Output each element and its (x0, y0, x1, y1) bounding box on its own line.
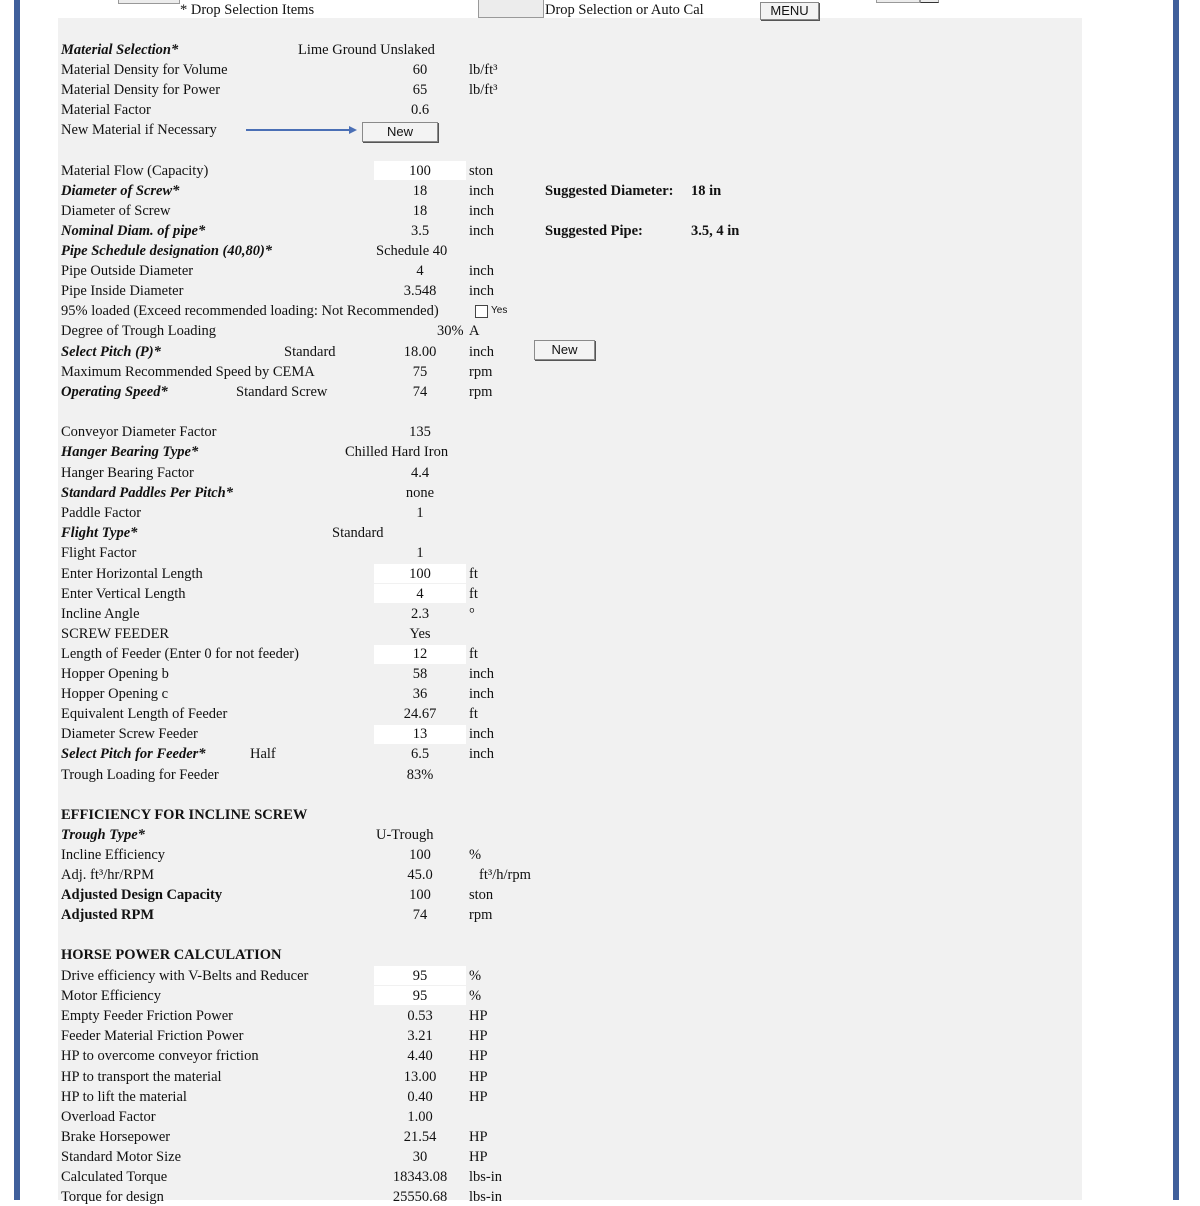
pitch-label: Select Pitch (P)* (61, 344, 161, 360)
incline-eff-value: 100 (409, 847, 431, 863)
pitch-value: 18.00 (403, 344, 437, 360)
torque-value: 18343.08 (392, 1169, 448, 1185)
drive-eff-unit: % (469, 968, 482, 984)
lift-label: HP to lift the material (61, 1089, 187, 1105)
torque-design-value: 25550.68 (392, 1189, 448, 1205)
adj-rpm-unit: rpm (469, 907, 493, 923)
top-input-box[interactable] (876, 0, 920, 3)
feeder-pitch-unit: inch (469, 746, 494, 762)
diameter-select-unit: inch (469, 183, 494, 199)
feeder-dia-unit: inch (469, 726, 494, 742)
motor-size-unit: HP (469, 1149, 488, 1165)
incline-label: Incline Angle (61, 606, 140, 622)
adj-label: Adj. ft³/hr/RPM (61, 867, 154, 883)
feeder-len-unit: ft (469, 646, 478, 662)
torque-design-unit: lbs-in (469, 1189, 503, 1205)
motor-eff-label: Motor Efficiency (61, 988, 161, 1004)
flow-label: Material Flow (Capacity) (61, 163, 209, 179)
flight-factor-value: 1 (416, 545, 424, 561)
vlen-value[interactable]: 4 (416, 586, 424, 602)
pipe-id-unit: inch (469, 283, 494, 299)
menu-button[interactable]: MENU (760, 2, 819, 20)
trough-loading-class: A (469, 323, 480, 339)
density-volume-value: 60 (412, 62, 428, 78)
adj-value: 45.0 (407, 867, 433, 883)
material-friction-label: Feeder Material Friction Power (61, 1028, 244, 1044)
top-dropdown-box[interactable] (920, 0, 939, 3)
motor-eff-unit: % (469, 988, 482, 1004)
density-volume-unit: lb/ft³ (469, 62, 498, 78)
empty-friction-value: 0.53 (407, 1008, 433, 1024)
trough-loading-label: Degree of Trough Loading (61, 323, 217, 339)
adj-capacity-unit: ston (469, 887, 494, 903)
pipe-nominal-label: Nominal Diam. of pipe* (61, 223, 206, 239)
drive-eff-value[interactable]: 95 (412, 968, 428, 984)
max-speed-unit: rpm (469, 364, 493, 380)
hopper-b-unit: inch (469, 666, 494, 682)
empty-friction-label: Empty Feeder Friction Power (61, 1008, 233, 1024)
motor-eff-value[interactable]: 95 (412, 988, 428, 1004)
diameter-select-label: Diameter of Screw* (61, 183, 180, 199)
torque-label: Calculated Torque (61, 1169, 168, 1185)
material-selection-label: Material Selection* (61, 42, 179, 58)
adj-rpm-value: 74 (412, 907, 428, 923)
motor-size-label: Standard Motor Size (61, 1149, 182, 1165)
torque-design-label: Torque for design (61, 1189, 164, 1205)
conv-friction-value: 4.40 (407, 1048, 433, 1064)
transport-label: HP to transport the material (61, 1069, 222, 1085)
loaded-checkbox-label: Yes (491, 305, 508, 316)
pitch-type[interactable]: Standard (284, 344, 336, 360)
feeder-pitch-label: Select Pitch for Feeder* (61, 746, 206, 762)
hopper-c-label: Hopper Opening c (61, 686, 169, 702)
cdf-value: 135 (409, 424, 431, 440)
loaded-checkbox[interactable] (475, 305, 488, 318)
op-speed-label: Operating Speed* (61, 384, 168, 400)
adj-unit: ft³/h/rpm (479, 867, 531, 883)
pipe-od-label: Pipe Outside Diameter (61, 263, 194, 279)
screw-feeder-label: SCREW FEEDER (61, 626, 170, 642)
auto-cal-box[interactable] (478, 0, 544, 18)
left-border (14, 0, 20, 1200)
diameter-unit: inch (469, 203, 494, 219)
suggested-diameter-label: Suggested Diameter: (545, 183, 674, 199)
transport-value: 13.00 (403, 1069, 437, 1085)
material-factor-value: 0.6 (410, 102, 430, 118)
op-speed-type[interactable]: Standard Screw (236, 384, 328, 400)
pipe-schedule-label: Pipe Schedule designation (40,80)* (61, 243, 273, 259)
motor-size-value: 30 (412, 1149, 428, 1165)
cdf-label: Conveyor Diameter Factor (61, 424, 217, 440)
density-power-unit: lb/ft³ (469, 82, 498, 98)
trough-type-value[interactable]: U-Trough (376, 827, 434, 843)
hlen-label: Enter Horizontal Length (61, 566, 203, 582)
pitch-unit: inch (469, 344, 494, 360)
trough-loading-value: 30% (437, 323, 464, 339)
incline-unit: ° (469, 606, 475, 622)
brake-unit: HP (469, 1129, 488, 1145)
screw-feeder-value: Yes (409, 626, 431, 642)
drop-items-note: * Drop Selection Items (180, 2, 315, 18)
flight-type-value[interactable]: Standard (332, 525, 384, 541)
max-speed-label: Maximum Recommended Speed by CEMA (61, 364, 315, 380)
eq-len-unit: ft (469, 706, 478, 722)
hanger-factor-value: 4.4 (410, 465, 430, 481)
vlen-unit: ft (469, 586, 478, 602)
arrow-right-icon (246, 124, 358, 136)
adj-capacity-value: 100 (409, 887, 431, 903)
pitch-new-button[interactable]: New (534, 340, 595, 360)
feeder-dia-value[interactable]: 13 (412, 726, 428, 742)
incline-value: 2.3 (410, 606, 430, 622)
overload-value: 1.00 (407, 1109, 433, 1125)
suggested-pipe-value: 3.5, 4 in (691, 223, 740, 239)
paddles-value[interactable]: none (405, 485, 435, 501)
flow-unit: ston (469, 163, 494, 179)
adj-rpm-label: Adjusted RPM (61, 907, 155, 923)
material-friction-value: 3.21 (407, 1028, 433, 1044)
flight-factor-label: Flight Factor (61, 545, 137, 561)
diameter-select-value[interactable]: 18 (412, 183, 428, 199)
efficiency-heading: EFFICIENCY FOR INCLINE SCREW (61, 807, 308, 823)
flight-type-label: Flight Type* (61, 525, 138, 541)
trough-type-label: Trough Type* (61, 827, 145, 843)
material-friction-unit: HP (469, 1028, 488, 1044)
density-power-value: 65 (412, 82, 428, 98)
pipe-nominal-unit: inch (469, 223, 494, 239)
drop-selection-box[interactable] (118, 0, 180, 4)
suggested-pipe-label: Suggested Pipe: (545, 223, 643, 239)
lift-value: 0.40 (407, 1089, 433, 1105)
feeder-pitch-type[interactable]: Half (250, 746, 276, 762)
feeder-pitch-value: 6.5 (410, 746, 430, 762)
feeder-len-label: Length of Feeder (Enter 0 for not feeder) (61, 646, 299, 662)
conv-friction-label: HP to overcome conveyor friction (61, 1048, 259, 1064)
lift-unit: HP (469, 1089, 488, 1105)
brake-label: Brake Horsepower (61, 1129, 171, 1145)
op-speed-unit: rpm (469, 384, 493, 400)
hanger-type-label: Hanger Bearing Type* (61, 444, 199, 460)
pipe-nominal-value[interactable]: 3.5 (410, 223, 430, 239)
new-material-label: New Material if Necessary (61, 122, 217, 138)
right-border (1173, 0, 1179, 1200)
max-speed-value: 75 (412, 364, 428, 380)
hopper-b-label: Hopper Opening b (61, 666, 169, 682)
diameter-label: Diameter of Screw (61, 203, 171, 219)
hopper-c-unit: inch (469, 686, 494, 702)
pipe-id-value: 3.548 (403, 283, 437, 299)
drive-eff-label: Drive efficiency with V-Belts and Reducer (61, 968, 309, 984)
feeder-dia-label: Diameter Screw Feeder (61, 726, 198, 742)
pipe-od-value: 4 (416, 263, 424, 279)
loaded-label: 95% loaded (Exceed recommended loading: Not Recommended) (61, 303, 439, 319)
hopper-c-value: 36 (412, 686, 428, 702)
density-power-label: Material Density for Power (61, 82, 221, 98)
pipe-id-label: Pipe Inside Diameter (61, 283, 184, 299)
suggested-diameter-value: 18 in (691, 183, 722, 199)
drop-auto-note: Drop Selection or Auto Cal (545, 2, 704, 18)
hanger-factor-label: Hanger Bearing Factor (61, 465, 194, 481)
diameter-value: 18 (412, 203, 428, 219)
empty-friction-unit: HP (469, 1008, 488, 1024)
new-material-button[interactable]: New (362, 122, 438, 142)
material-factor-label: Material Factor (61, 102, 151, 118)
feeder-trough-label: Trough Loading for Feeder (61, 767, 219, 783)
paddle-factor-label: Paddle Factor (61, 505, 142, 521)
hopper-b-value: 58 (412, 666, 428, 682)
brake-value: 21.54 (403, 1129, 437, 1145)
horsepower-heading: HORSE POWER CALCULATION (61, 947, 282, 963)
conv-friction-unit: HP (469, 1048, 488, 1064)
transport-unit: HP (469, 1069, 488, 1085)
feeder-trough-value: 83% (406, 767, 434, 783)
hlen-value[interactable]: 100 (409, 566, 431, 582)
density-volume-label: Material Density for Volume (61, 62, 228, 78)
pipe-schedule-value[interactable]: Schedule 40 (376, 243, 448, 259)
incline-eff-unit: % (469, 847, 482, 863)
eq-len-label: Equivalent Length of Feeder (61, 706, 228, 722)
pipe-od-unit: inch (469, 263, 494, 279)
paddles-label: Standard Paddles Per Pitch* (61, 485, 233, 501)
material-selection-value[interactable]: Lime Ground Unslaked (298, 42, 435, 58)
feeder-len-value[interactable]: 12 (412, 646, 428, 662)
torque-unit: lbs-in (469, 1169, 503, 1185)
hlen-unit: ft (469, 566, 478, 582)
hanger-type-value[interactable]: Chilled Hard Iron (345, 444, 449, 460)
flow-value[interactable]: 100 (409, 163, 431, 179)
paddle-factor-value: 1 (416, 505, 424, 521)
vlen-label: Enter Vertical Length (61, 586, 186, 602)
eq-len-value: 24.67 (403, 706, 437, 722)
incline-eff-label: Incline Efficiency (61, 847, 165, 863)
overload-label: Overload Factor (61, 1109, 156, 1125)
op-speed-value: 74 (412, 384, 428, 400)
adj-capacity-label: Adjusted Design Capacity (61, 887, 223, 903)
